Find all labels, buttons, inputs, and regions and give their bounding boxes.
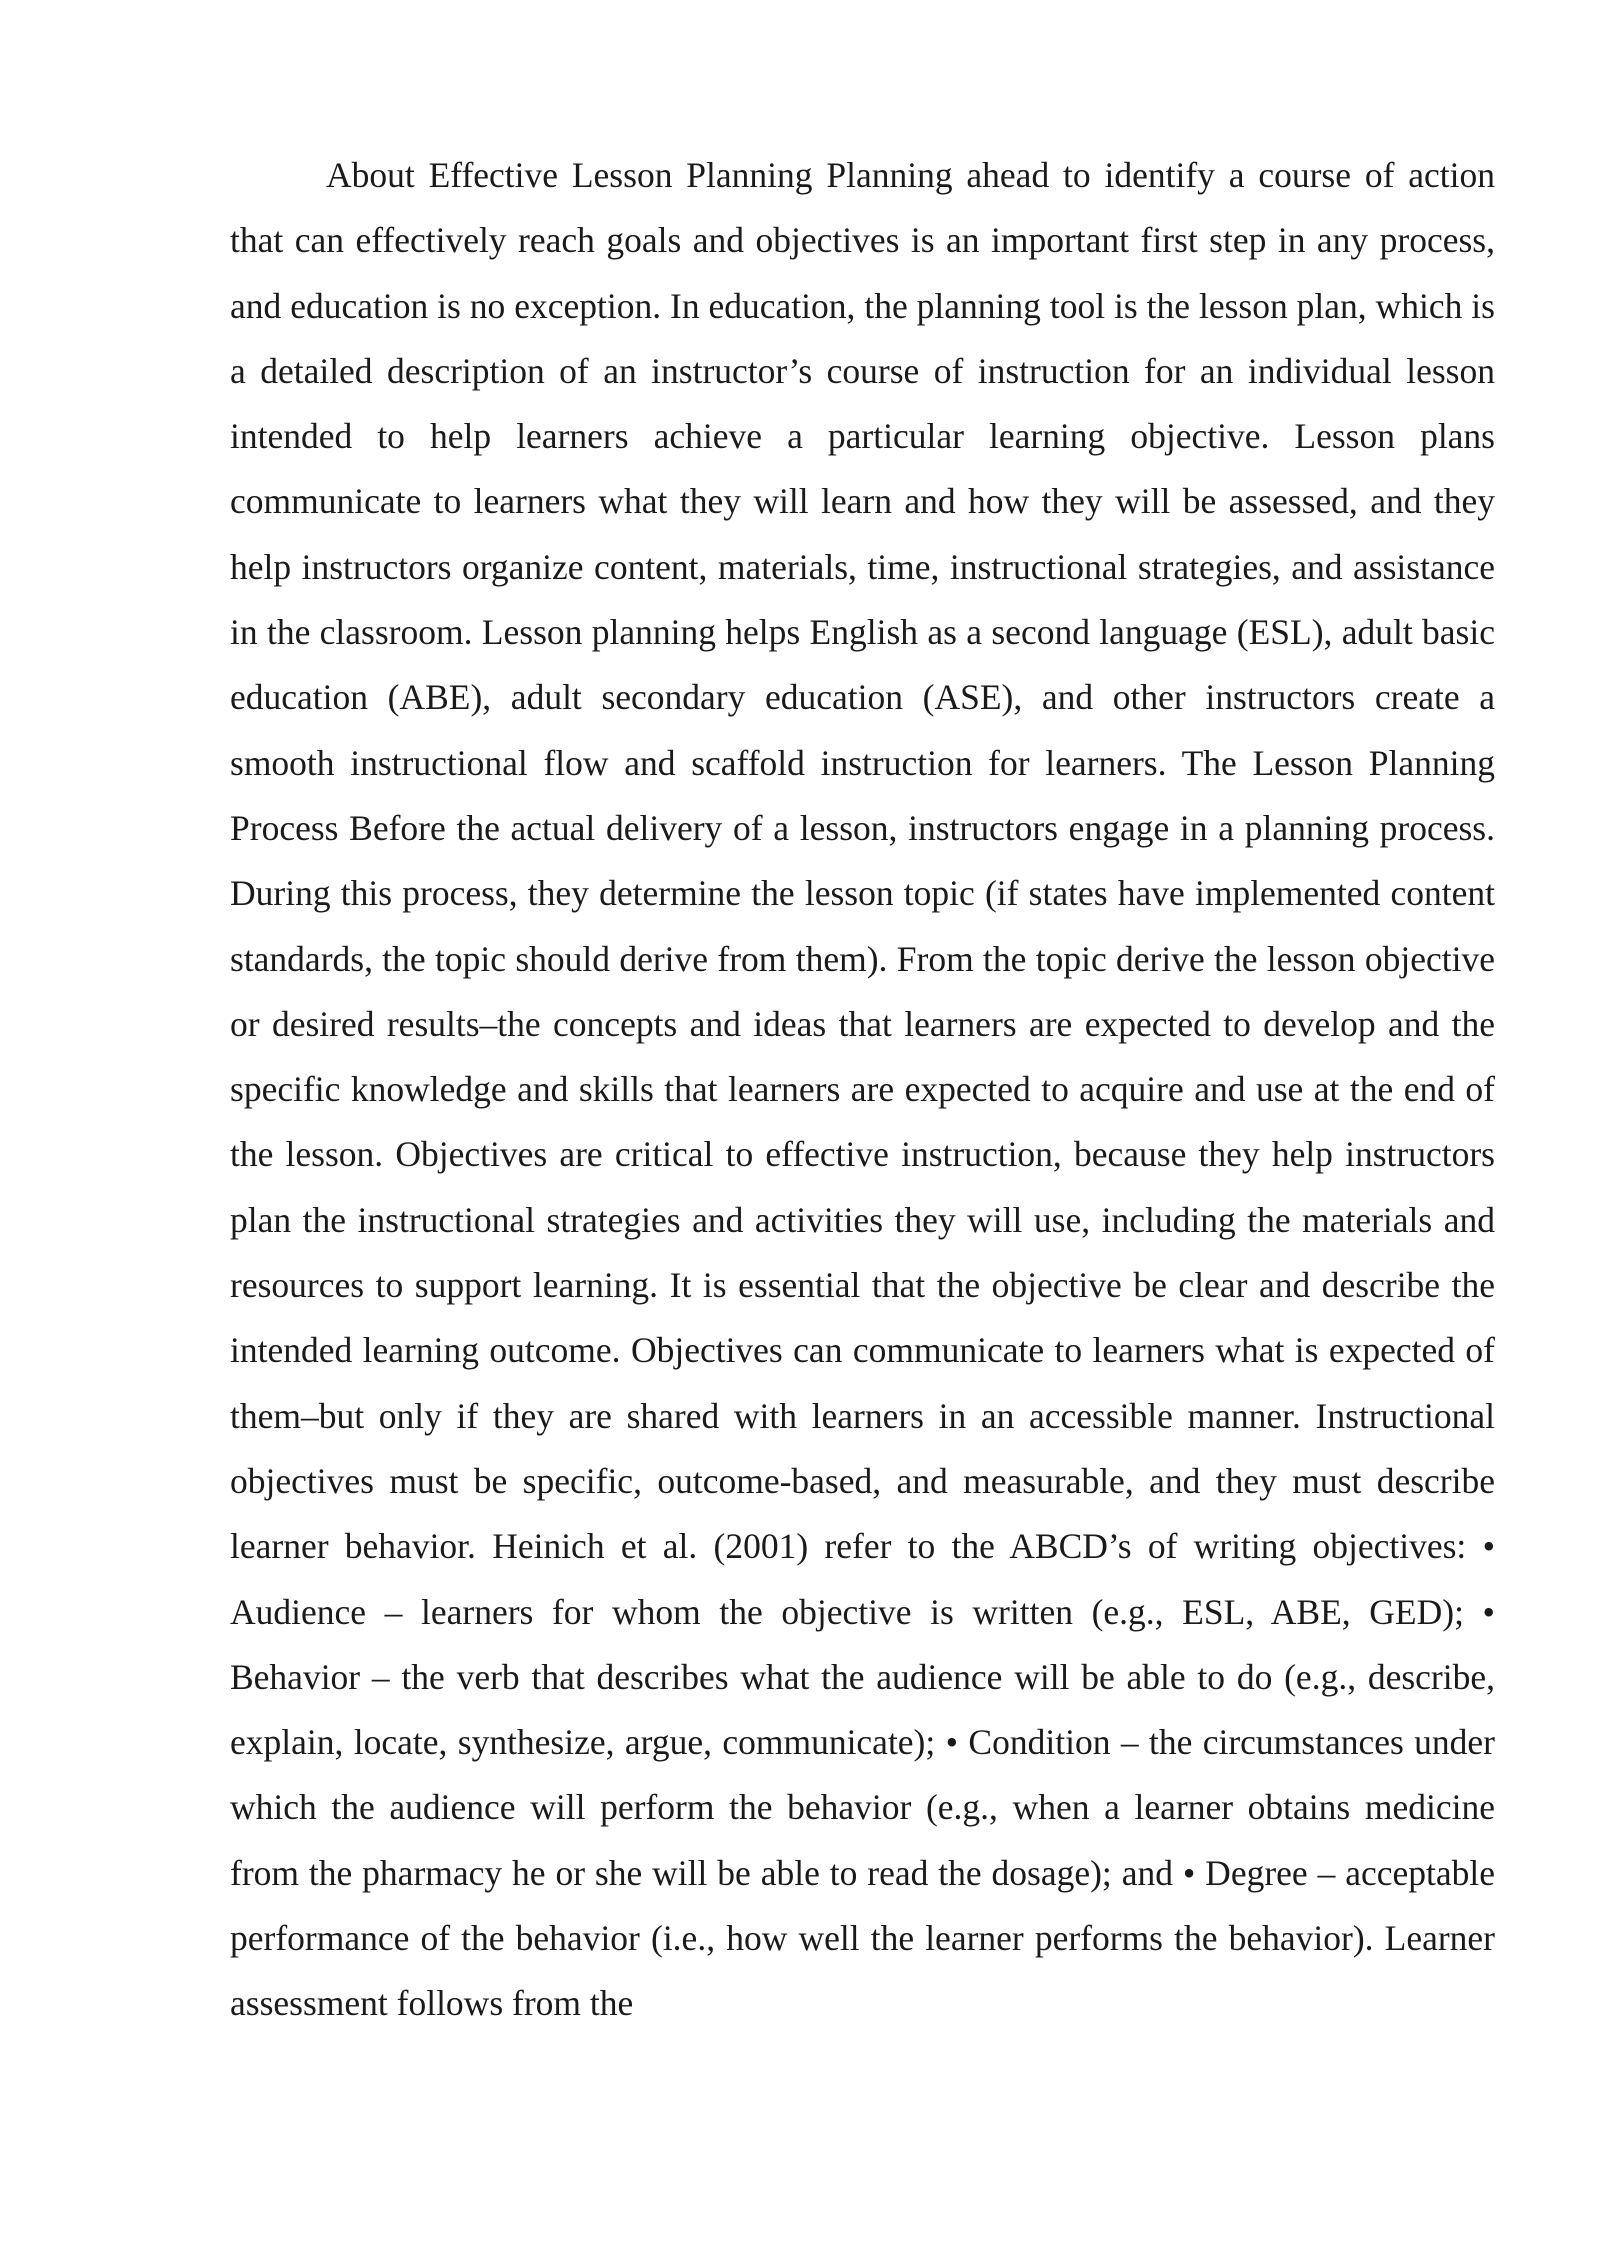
body-paragraph: About Effective Lesson Planning Planning ahead to identify a course of action that can effectively reach goals and objectives is an important first step in any process, and education is no exception. In education, the planning tool is the lesson plan, which is a detailed description of an instructor’s course of instruction for an individual lesson intended to help learners achieve a particular learning objective. Lesson plans communicate to learners what they will learn and how they will be assessed, and they help instructors organize content, materials, time, instructional strategies, and assistance in the classroom. Lesson planning helps English as a second language (ESL), adult basic education (ABE), adult secondary education (ASE), and other instructors create a smooth instructional flow and scaffold instruction for learners. The Lesson Planning Process Before the actual delivery of a lesson, instructors engage in a planning process. During this process, they determine the lesson topic (if states have implemented content standards, the topic should derive from them). From the topic derive the lesson objective or desired results–the concepts and ideas that learners are expected to develop and the specific knowledge and skills that learners are expected to acquire and use at the end of the lesson. Objectives are critical to effective instruction, because they help instructors plan the instructional strategies and activities they will use, including the materials and resources to support learning. It is essential that the objective be clear and describe the intended learning outcome. Objectives can communicate to learners what is expected of them–but only if they are shared with learners in an accessible manner. Instructional objectives must be specific, outcome-based, and measurable, and they must describe learner behavior. Heinich et al. (2001) refer to the ABCD’s of writing objectives: • Audience – learners for whom the objective is written (e.g., ESL, ABE, GED); • Behavior – the verb that describes what the audience will be able to do (e.g., describe, explain, locate, synthesize, argue, communicate); • Condition – the circumstances under which the audience will perform the behavior (e.g., when a learner obtains medicine from the pharmacy he or she will be able to read the dosage); and • Degree – acceptable performance of the behavior (i.e., how well the learner performs the behavior). Learner assessment follows from the — [230, 155, 1495, 2024]
